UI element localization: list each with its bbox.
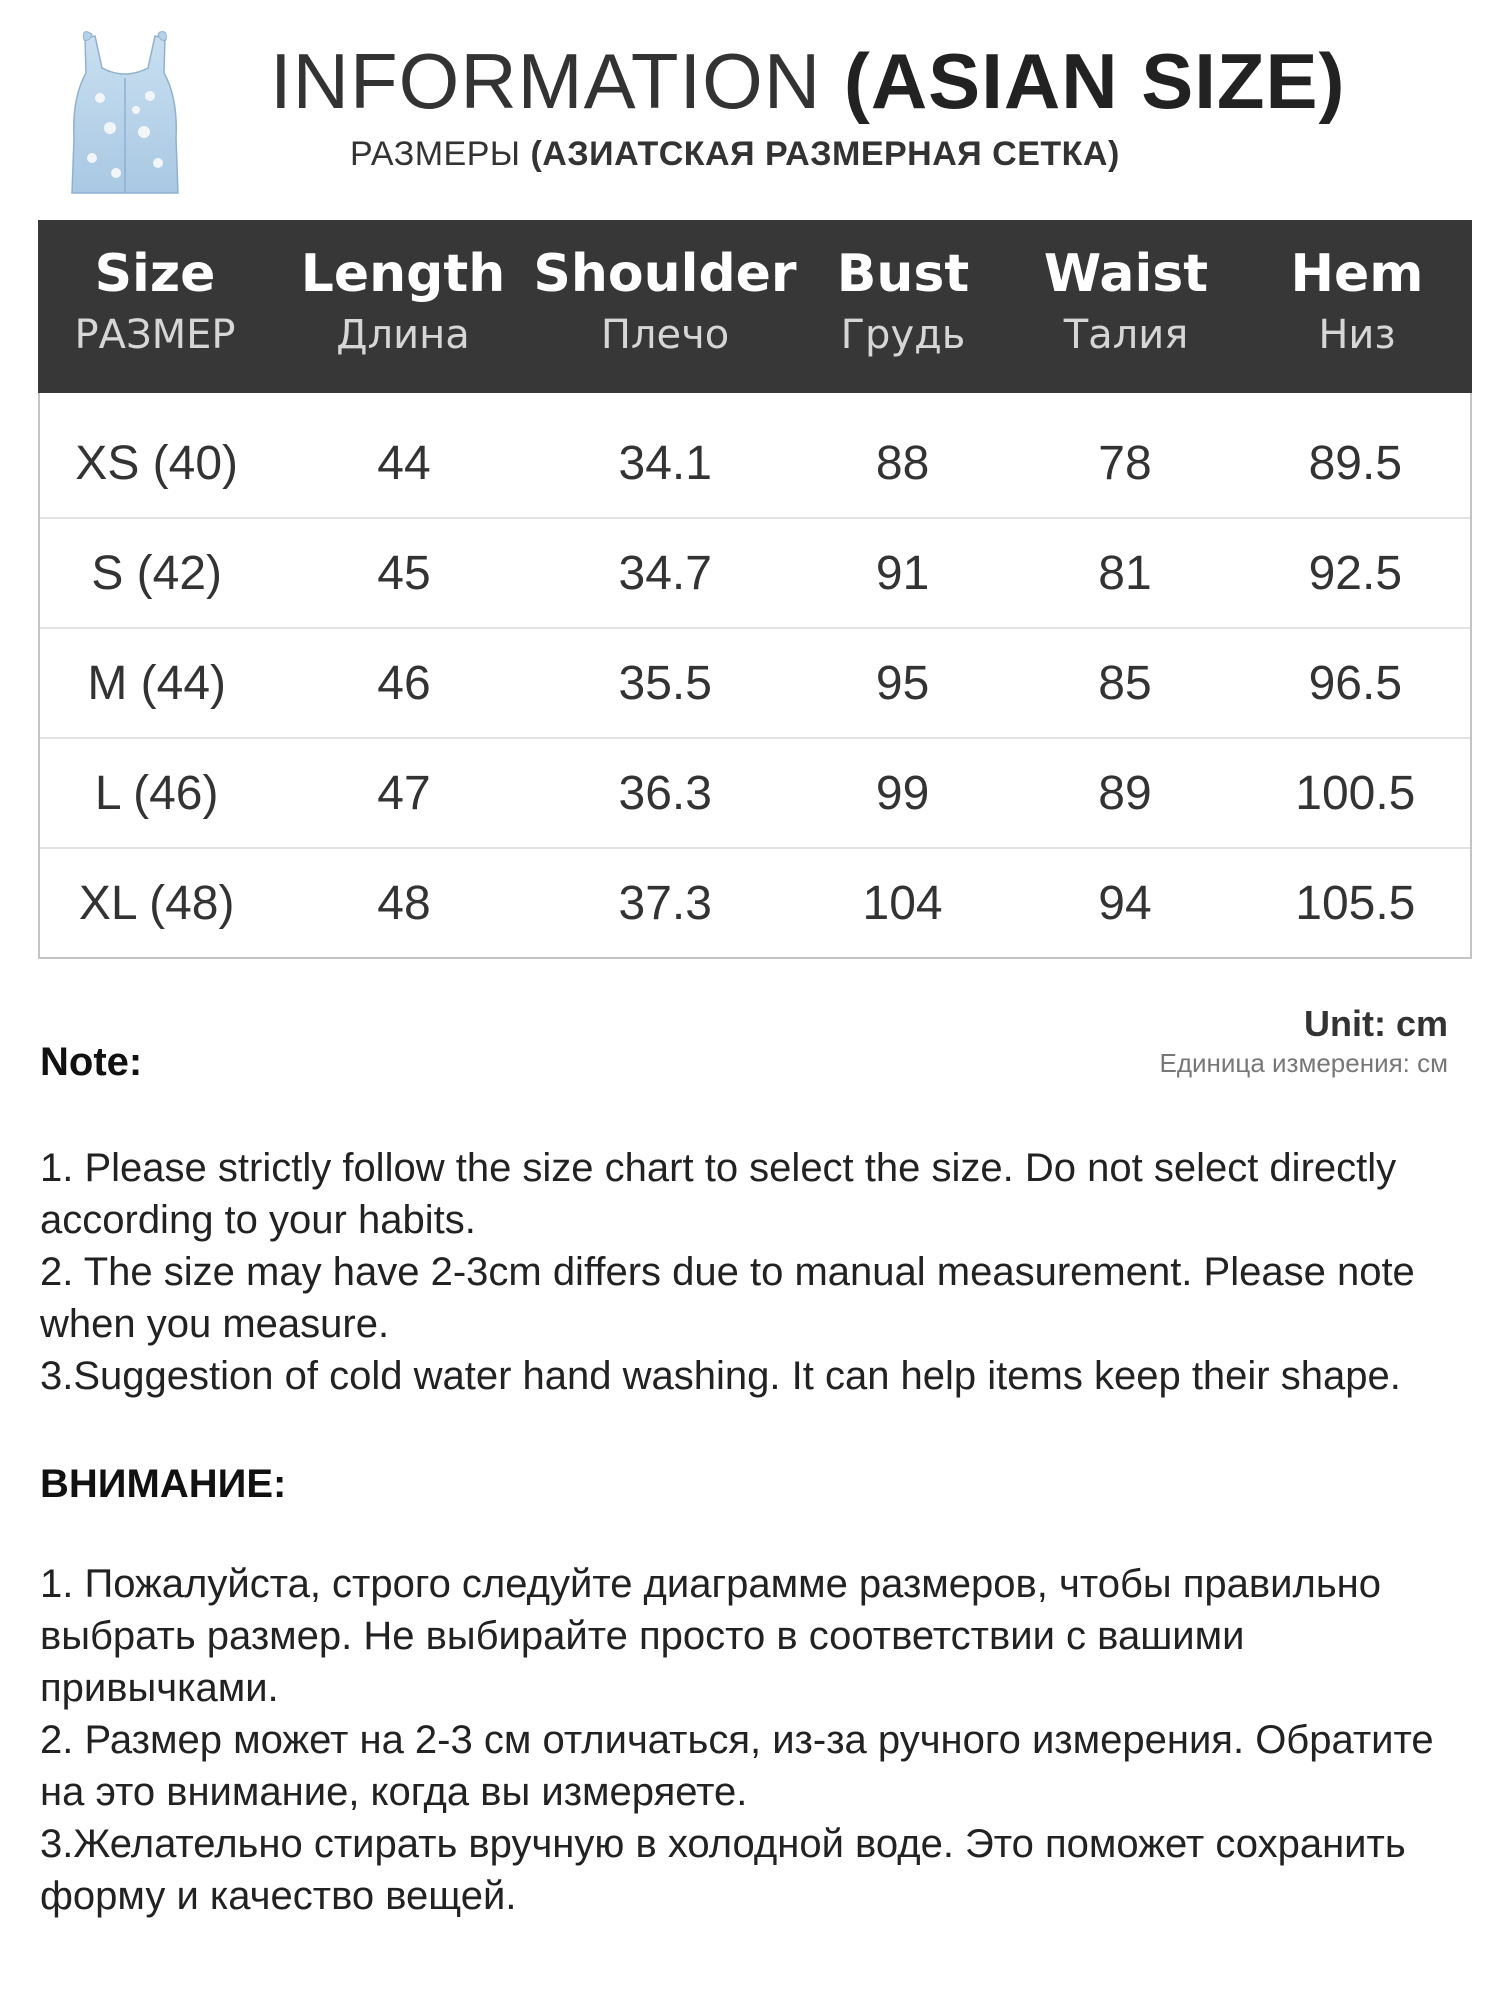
column-header-sublabel: Плечо <box>600 312 730 358</box>
table-body <box>38 393 1472 959</box>
subtitle-light: РАЗМЕРЫ <box>350 135 521 173</box>
note-heading: Note: <box>40 1040 143 1084</box>
size-table <box>38 220 1472 959</box>
table-cell-length: 44 <box>377 436 431 490</box>
column-header-sublabel: Грудь <box>840 312 966 358</box>
column-header-label: Waist <box>1043 244 1209 304</box>
table-cell-size: XL (48) <box>78 876 235 930</box>
note-item: 3.Желательно стирать вручную в холодной воде. Это поможет сохранить форму и качество вещей. <box>40 1822 1406 1918</box>
table-cell-shoulder: 34.1 <box>618 436 712 490</box>
column-header-sublabel: РАЗМЕР <box>74 312 236 358</box>
table-cell-length: 46 <box>377 656 431 710</box>
table-cell-shoulder: 35.5 <box>618 656 712 710</box>
column-header-length <box>272 220 534 393</box>
table-row <box>40 849 1470 957</box>
table-cell-length: 45 <box>377 546 431 600</box>
table-cell-length: 48 <box>377 876 431 930</box>
attention-heading: ВНИМАНИЕ: <box>40 1462 287 1506</box>
table-row <box>40 739 1470 849</box>
column-header-size <box>38 220 272 393</box>
column-header-label: Bust <box>836 244 970 304</box>
column-header-label: Size <box>94 244 216 304</box>
table-cell-shoulder: 37.3 <box>618 876 712 930</box>
table-cell-hem: 100.5 <box>1295 766 1416 820</box>
table-cell-waist: 81 <box>1098 546 1152 600</box>
note-item: 1. Please strictly follow the size chart to select the size. Do not select directly according to your habits. <box>40 1146 1397 1242</box>
table-cell-waist: 85 <box>1098 656 1152 710</box>
column-header-sublabel: Низ <box>1318 312 1396 358</box>
subtitle-bold: (АЗИАТСКАЯ РАЗМЕРНАЯ СЕТКА) <box>530 135 1120 173</box>
table-cell-shoulder: 34.7 <box>618 546 712 600</box>
table-cell-shoulder: 36.3 <box>618 766 712 820</box>
column-header-label: Length <box>300 244 506 304</box>
product-thumbnail <box>60 28 190 198</box>
table-cell-waist: 89 <box>1098 766 1152 820</box>
note-item: 2. Размер может на 2-3 см отличаться, из-за ручного измерения. Обратите на это внимание, когда вы измеряете. <box>40 1718 1434 1814</box>
table-cell-size: XS (40) <box>75 436 239 490</box>
page-subtitle <box>350 132 1250 176</box>
table-cell-hem: 105.5 <box>1295 876 1416 930</box>
note-item: 2. The size may have 2-3cm differs due to manual measurement. Please note when you measure. <box>40 1250 1415 1346</box>
table-row <box>40 409 1470 519</box>
table-cell-hem: 96.5 <box>1308 656 1403 710</box>
table-cell-bust: 95 <box>875 656 930 710</box>
table-header <box>38 220 1472 393</box>
table-cell-bust: 88 <box>875 436 930 490</box>
page-title <box>270 36 1346 126</box>
title-bold: (ASIAN SIZE) <box>843 37 1346 125</box>
table-cell-size: L (46) <box>94 766 219 820</box>
unit-label-en: Unit: cm <box>1304 1003 1448 1044</box>
column-header-waist <box>1010 220 1242 393</box>
table-row <box>40 519 1470 629</box>
table-cell-waist: 78 <box>1098 436 1152 490</box>
notes-english <box>40 1142 1460 1402</box>
note-item: 3.Suggestion of cold water hand washing. It can help items keep their shape. <box>40 1354 1401 1398</box>
table-cell-bust: 104 <box>862 876 943 930</box>
table-row <box>40 629 1470 739</box>
unit-label <box>1160 1002 1448 1080</box>
column-header-sublabel: Длина <box>336 312 470 358</box>
table-cell-waist: 94 <box>1098 876 1152 930</box>
column-header-label: Hem <box>1290 244 1424 304</box>
table-cell-size: M (44) <box>87 656 227 710</box>
column-header-bust <box>796 220 1010 393</box>
table-cell-bust: 99 <box>875 766 930 820</box>
column-header-shoulder <box>534 220 796 393</box>
column-header-label: Shoulder <box>533 244 797 304</box>
column-header-sublabel: Талия <box>1063 312 1189 358</box>
unit-label-ru: Единица измерения: см <box>1159 1048 1448 1078</box>
note-item: 1. Пожалуйста, строго следуйте диаграмме размеров, чтобы правильно выбрать размер. Не выбирайте просто в соответствии с вашими привычками. <box>40 1562 1382 1710</box>
column-header-hem <box>1242 220 1472 393</box>
title-light: INFORMATION <box>270 37 822 125</box>
table-cell-size: S (42) <box>91 546 223 600</box>
table-cell-hem: 92.5 <box>1308 546 1403 600</box>
notes-russian <box>40 1558 1460 1922</box>
table-cell-bust: 91 <box>875 546 930 600</box>
table-cell-length: 47 <box>377 766 431 820</box>
table-cell-hem: 89.5 <box>1308 436 1403 490</box>
